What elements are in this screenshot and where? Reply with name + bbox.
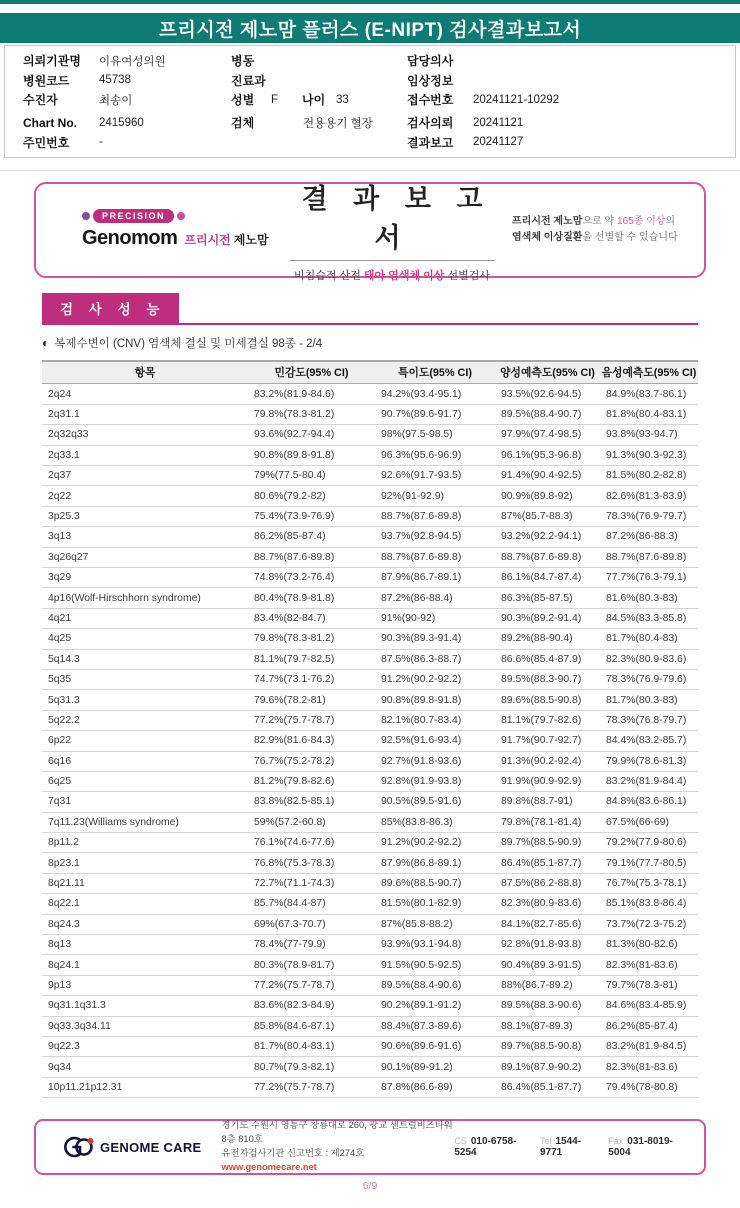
field-value-age: 33	[336, 93, 349, 106]
row-value: 79.6%(78.2-81)	[248, 690, 375, 710]
field-label-chart-no: Chart No.	[23, 115, 77, 130]
row-value: 85.1%(83.8-86.4)	[600, 894, 698, 914]
row-value: 79.9%(78.6-81.3)	[600, 751, 698, 771]
row-value: 91.5%(90.5-92.5)	[375, 955, 495, 975]
row-value: 76.7%(75.3-78.1)	[600, 873, 698, 893]
row-value: 74.7%(73.1-76.2)	[248, 669, 375, 689]
row-value: 96.3%(95.6-96.9)	[375, 445, 495, 465]
section-header	[42, 293, 698, 325]
row-value: 69%(67.3-70.7)	[248, 914, 375, 934]
row-value: 79.8%(78.3-81.2)	[248, 629, 375, 649]
row-item: 2q32q33	[42, 425, 248, 445]
row-item: 8q21.11	[42, 873, 248, 893]
row-item: 9q22.3	[42, 1036, 248, 1056]
row-item: 6q25	[42, 771, 248, 791]
table-row	[42, 1016, 698, 1036]
row-value: 84.4%(83.2-85.7)	[600, 731, 698, 751]
row-value: 80.3%(78.9-81.7)	[248, 955, 375, 975]
row-value: 83.4%(82-84.7)	[248, 608, 375, 628]
row-value: 91.7%(90.7-92.7)	[495, 731, 600, 751]
row-value: 77.2%(75.7-78.7)	[248, 1077, 375, 1097]
row-item: 8p23.1	[42, 853, 248, 873]
row-value: 84.8%(83.6-86.1)	[600, 792, 698, 812]
row-value: 80.6%(79.2-82)	[248, 486, 375, 506]
row-value: 79.8%(78.3-81.2)	[248, 404, 375, 424]
row-value: 89.6%(88.5-90.7)	[375, 873, 495, 893]
half-circle-icon: ◐	[42, 335, 50, 350]
field-value-request-date: 20241121	[473, 116, 524, 129]
row-value: 79%(77.5-80.4)	[248, 466, 375, 486]
field-value-receipt-no: 20241121-10292	[473, 93, 560, 106]
row-value: 78.3%(76.8-79.7)	[600, 710, 698, 730]
table-row	[42, 1036, 698, 1056]
row-value: 80.4%(78.9-81.8)	[248, 588, 375, 608]
row-value: 89.5%(88.4-90.6)	[375, 975, 495, 995]
row-item: 3q26q27	[42, 547, 248, 567]
fax-label: Fax	[608, 1136, 624, 1146]
row-value: 89.7%(88.5-90.8)	[495, 1036, 600, 1056]
row-value: 80.7%(79.3-82.1)	[248, 1057, 375, 1077]
row-value: 89.5%(88.3-90.7)	[495, 669, 600, 689]
row-value: 81.8%(80.4-83.1)	[600, 404, 698, 424]
row-value: 90.8%(89.8-91.8)	[248, 445, 375, 465]
field-value-requesting-org: 이유여성의원	[99, 55, 166, 68]
row-value: 72.7%(71.1-74.3)	[248, 873, 375, 893]
table-row	[42, 996, 698, 1016]
table-row	[42, 425, 698, 445]
row-value: 86.2%(85-87.4)	[248, 527, 375, 547]
col-header-sensitivity: 민감도(95% CI)	[248, 361, 375, 384]
table-row	[42, 853, 698, 873]
row-value: 78.4%(77-79.9)	[248, 935, 375, 955]
row-value: 76.8%(75.3-78.3)	[248, 853, 375, 873]
row-value: 97.9%(97.4-98.5)	[495, 425, 600, 445]
precision-badge: PRECISION	[93, 209, 174, 223]
row-item: 10p11.21p12.31	[42, 1077, 248, 1097]
row-value: 82.3%(81-83.6)	[600, 955, 698, 975]
row-value: 67.5%(66-69)	[600, 812, 698, 832]
footer-address: 경기도 수원시 영통구 창룡대로 260, 광교 센트럴비즈타워 8층 810호	[221, 1120, 453, 1145]
table-row	[42, 935, 698, 955]
logo-dot-right-icon	[177, 212, 185, 220]
row-item: 5q22.2	[42, 710, 248, 730]
row-value: 85.7%(84.4-87)	[248, 894, 375, 914]
col-header-ppv: 양성예측도(95% CI)	[495, 361, 600, 384]
row-item: 6p22	[42, 731, 248, 751]
row-item: 3p25.3	[42, 506, 248, 526]
section-divider	[0, 170, 740, 171]
row-item: 4q25	[42, 629, 248, 649]
row-value: 83.8%(82.5-85.1)	[248, 792, 375, 812]
field-label-resident-no: 주민번호	[23, 135, 70, 150]
table-row	[42, 731, 698, 751]
field-label-specimen: 검체	[231, 116, 255, 131]
table-row	[42, 975, 698, 995]
result-report-banner	[34, 182, 706, 282]
field-label-ward: 병동	[231, 54, 255, 69]
row-value: 76.1%(74.6-77.6)	[248, 833, 375, 853]
table-row	[42, 690, 698, 710]
title-underline	[290, 260, 495, 261]
row-item: 3q13	[42, 527, 248, 547]
row-value: 79.4%(78-80.8)	[600, 1077, 698, 1097]
table-row	[42, 894, 698, 914]
row-value: 90.2%(89.1-91.2)	[375, 996, 495, 1016]
banner-note: 프리시전 제노맘으로 약 165종 이상의 염색체 이상질환을 선별할 수 있습니다	[512, 216, 678, 243]
row-value: 89.1%(87.9-90.2)	[495, 1057, 600, 1077]
row-value: 82.3%(80.9-83.6)	[600, 649, 698, 669]
fax-number: 031-8019-5004	[608, 1136, 673, 1158]
patient-info-box	[4, 45, 736, 158]
row-value: 89.8%(88.7-91)	[495, 792, 600, 812]
row-value: 89.2%(88-90.4)	[495, 629, 600, 649]
tel-label: Tel	[539, 1136, 552, 1146]
row-value: 84.1%(82.7-85.6)	[495, 914, 600, 934]
col-header-npv: 음성예측도(95% CI)	[600, 361, 698, 384]
row-value: 98%(97.5-98.5)	[375, 425, 495, 445]
row-value: 87.5%(86.3-88.7)	[375, 649, 495, 669]
row-value: 77.2%(75.7-78.7)	[248, 710, 375, 730]
row-value: 87.8%(86.6-89)	[375, 1077, 495, 1097]
table-row	[42, 1077, 698, 1097]
row-value: 82.6%(81.3-83.9)	[600, 486, 698, 506]
row-item: 8q13	[42, 935, 248, 955]
field-label-gender: 성별	[231, 93, 255, 108]
table-row	[42, 629, 698, 649]
row-value: 83.2%(81.9-84.6)	[248, 384, 375, 404]
row-value: 79.1%(77.7-80.5)	[600, 853, 698, 873]
table-row	[42, 608, 698, 628]
table-row	[42, 588, 698, 608]
row-value: 81.6%(80.3-83)	[600, 588, 698, 608]
field-label-report-date: 결과보고	[407, 135, 454, 150]
row-value: 91.2%(90.2-92.2)	[375, 833, 495, 853]
row-value: 90.3%(89.3-91.4)	[375, 629, 495, 649]
row-item: 6q16	[42, 751, 248, 771]
row-value: 86.2%(85-87.4)	[600, 1016, 698, 1036]
row-value: 91%(90-92)	[375, 608, 495, 628]
field-value-hospital-code: 45738	[99, 74, 131, 87]
row-value: 86.4%(85.1-87.7)	[495, 1077, 600, 1097]
report-title-bar	[0, 13, 740, 43]
row-value: 81.3%(80-82.6)	[600, 935, 698, 955]
patient-info-col-3	[407, 51, 717, 152]
table-caption-text: 복제수변이 (CNV) 염색체 결실 및 미세결실 98종 - 2/4	[54, 337, 323, 350]
row-value: 87.9%(86.8-89.1)	[375, 853, 495, 873]
row-value: 90.9%(89.8-92)	[495, 486, 600, 506]
cs-number: 010-6758-5254	[454, 1136, 517, 1158]
row-value: 89.5%(88.3-90.6)	[495, 996, 600, 1016]
row-value: 82.9%(81.6-84.3)	[248, 731, 375, 751]
row-value: 81.5%(80.2-82.8)	[600, 466, 698, 486]
row-value: 88.7%(87.6-89.8)	[495, 547, 600, 567]
table-row	[42, 506, 698, 526]
row-value: 93.8%(93-94.7)	[600, 425, 698, 445]
field-value-specimen: 전용용기 혈장	[303, 117, 373, 130]
footer-license: 유전자검사기관 신고번호 : 제274호	[221, 1148, 365, 1158]
row-value: 87.2%(86-88.3)	[600, 527, 698, 547]
field-value-gender: F	[271, 93, 279, 106]
row-value: 94.2%(93.4-95.1)	[375, 384, 495, 404]
col-header-specificity: 특이도(95% CI)	[375, 361, 495, 384]
logo-dot-left-icon	[82, 212, 90, 220]
row-value: 91.9%(90.9-92.9)	[495, 771, 600, 791]
row-value: 77.7%(76.3-79.1)	[600, 567, 698, 587]
row-value: 91.2%(90.2-92.2)	[375, 669, 495, 689]
row-value: 77.2%(75.7-78.7)	[248, 975, 375, 995]
row-item: 9q34	[42, 1057, 248, 1077]
genome-care-logo	[60, 1134, 202, 1160]
row-item: 9q31.1q31.3	[42, 996, 248, 1016]
row-value: 87.9%(86.7-89.1)	[375, 567, 495, 587]
footer-contacts	[454, 1136, 680, 1158]
result-report-subtitle: 비침습적 산전 태아 염색체 이상 선별검사	[294, 269, 490, 282]
row-value: 88.7%(87.6-89.8)	[375, 506, 495, 526]
field-label-receipt-no: 접수번호	[407, 93, 454, 108]
row-value: 89.5%(88.4-90.7)	[495, 404, 600, 424]
page-title: 프리시전 제노맘 플러스 (E-NIPT) 검사결과보고서	[158, 19, 582, 41]
table-row	[42, 771, 698, 791]
genome-care-logo-icon	[60, 1134, 94, 1160]
table-row	[42, 547, 698, 567]
field-label-requesting-org: 의뢰기관명	[23, 54, 81, 69]
row-value: 81.5%(80.1-82.9)	[375, 894, 495, 914]
table-row	[42, 751, 698, 771]
row-value: 87%(85.7-88.3)	[495, 506, 600, 526]
row-value: 82.3%(81-83.6)	[600, 1057, 698, 1077]
result-report-title: 결 과 보 고 서	[301, 183, 492, 253]
row-value: 88.4%(87.3-89.6)	[375, 1016, 495, 1036]
row-value: 91.4%(90.4-92.5)	[495, 466, 600, 486]
row-value: 84.6%(83.4-85.9)	[600, 996, 698, 1016]
row-item: 8q24.1	[42, 955, 248, 975]
row-value: 81.7%(80.4-83.1)	[248, 1036, 375, 1056]
field-value-chart-no: 2415960	[99, 116, 144, 129]
row-item: 2q22	[42, 486, 248, 506]
row-value: 78.3%(76.9-79.7)	[600, 506, 698, 526]
footer	[34, 1119, 706, 1175]
patient-info-col-1	[23, 51, 231, 152]
row-value: 84.9%(83.7-86.1)	[600, 384, 698, 404]
table-row	[42, 649, 698, 669]
row-value: 92.7%(91.8-93.6)	[375, 751, 495, 771]
row-value: 74.8%(73.2-76.4)	[248, 567, 375, 587]
row-item: 8q24.3	[42, 914, 248, 934]
row-value: 96.1%(95.3-96.8)	[495, 445, 600, 465]
field-label-clinical-info: 임상정보	[407, 73, 454, 88]
row-value: 88%(86.7-89.2)	[495, 975, 600, 995]
row-item: 2q31.1	[42, 404, 248, 424]
row-value: 88.7%(87.6-89.8)	[375, 547, 495, 567]
field-label-request-date: 검사의뢰	[407, 116, 454, 131]
row-value: 93.7%(92.8-94.5)	[375, 527, 495, 547]
row-value: 92.8%(91.8-93.8)	[495, 935, 600, 955]
row-value: 59%(57.2-60.8)	[248, 812, 375, 832]
row-value: 90.7%(89.6-91.7)	[375, 404, 495, 424]
row-value: 85.8%(84.6-87.1)	[248, 1016, 375, 1036]
field-label-hospital-code: 병원코드	[23, 73, 70, 88]
row-value: 83.6%(82.3-84.9)	[248, 996, 375, 1016]
row-value: 81.2%(79.8-82.6)	[248, 771, 375, 791]
row-item: 8q22.1	[42, 894, 248, 914]
row-value: 76.7%(75.2-78.2)	[248, 751, 375, 771]
row-value: 86.4%(85.1-87.7)	[495, 853, 600, 873]
table-row	[42, 1057, 698, 1077]
table-caption	[42, 335, 698, 351]
row-value: 92%(91-92.9)	[375, 486, 495, 506]
row-value: 92.8%(91.9-93.8)	[375, 771, 495, 791]
row-item: 5q35	[42, 669, 248, 689]
performance-table	[42, 360, 698, 1098]
row-value: 81.1%(79.7-82.6)	[495, 710, 600, 730]
row-value: 87.2%(86-88.4)	[375, 588, 495, 608]
row-value: 90.8%(89.8-91.8)	[375, 690, 495, 710]
table-row	[42, 466, 698, 486]
row-value: 82.3%(80.9-83.6)	[495, 894, 600, 914]
row-item: 2q37	[42, 466, 248, 486]
field-value-report-date: 20241127	[473, 136, 524, 149]
row-value: 90.3%(89.2-91.4)	[495, 608, 600, 628]
field-label-age: 나이	[302, 93, 326, 108]
row-item: 4p16(Wolf-Hirschhorn syndrome)	[42, 588, 248, 608]
tel-number: 1544-9771	[539, 1136, 582, 1158]
table-row	[42, 833, 698, 853]
row-value: 93.2%(92.2-94.1)	[495, 527, 600, 547]
row-value: 91.3%(90.3-92.3)	[600, 445, 698, 465]
row-value: 87.5%(86.2-88.8)	[495, 873, 600, 893]
row-value: 82.1%(80.7-83.4)	[375, 710, 495, 730]
field-value-resident-no: -	[99, 136, 103, 149]
table-row	[42, 486, 698, 506]
row-item: 9q33.3q34.11	[42, 1016, 248, 1036]
table-row	[42, 567, 698, 587]
footer-website-link[interactable]: www.genomecare.net	[221, 1161, 317, 1172]
brand-name: Genomom	[82, 227, 178, 250]
table-header-row	[42, 361, 698, 384]
row-value: 86.3%(85-87.5)	[495, 588, 600, 608]
brand-name-korean: 프리시전 제노맘	[184, 233, 269, 248]
row-value: 86.1%(84.7-87.4)	[495, 567, 600, 587]
row-value: 90.5%(89.5-91.6)	[375, 792, 495, 812]
table-row	[42, 710, 698, 730]
field-label-patient: 수진자	[23, 93, 58, 108]
row-value: 83.2%(81.9-84.4)	[600, 771, 698, 791]
row-value: 81.7%(80.3-83)	[600, 690, 698, 710]
row-value: 90.4%(89.3-91.5)	[495, 955, 600, 975]
row-value: 86.6%(85.4-87.9)	[495, 649, 600, 669]
row-value: 79.7%(78.3-81)	[600, 975, 698, 995]
row-item: 8p11.2	[42, 833, 248, 853]
footer-address-block	[222, 1119, 455, 1175]
row-value: 79.2%(77.9-80.6)	[600, 833, 698, 853]
field-label-department: 진료과	[231, 73, 266, 88]
row-value: 90.6%(89.6-91.6)	[375, 1036, 495, 1056]
field-label-doctor: 담당의사	[407, 54, 454, 69]
row-value: 78.3%(76.9-79.6)	[600, 669, 698, 689]
table-row	[42, 404, 698, 424]
cs-label: CS	[454, 1136, 467, 1146]
row-value: 88.7%(87.6-89.8)	[248, 547, 375, 567]
row-item: 3q29	[42, 567, 248, 587]
table-row	[42, 527, 698, 547]
row-value: 92.6%(91.7-93.5)	[375, 466, 495, 486]
row-item: 5q31.3	[42, 690, 248, 710]
row-value: 91.3%(90.2-92.4)	[495, 751, 600, 771]
row-value: 73.7%(72.3-75.2)	[600, 914, 698, 934]
row-value: 89.7%(88.5-90.9)	[495, 833, 600, 853]
row-value: 89.6%(88.5-90.8)	[495, 690, 600, 710]
row-value: 75.4%(73.9-76.9)	[248, 506, 375, 526]
row-value: 93.9%(93.1-94.8)	[375, 935, 495, 955]
col-header-item: 항목	[42, 361, 248, 384]
genomom-logo	[82, 209, 272, 250]
row-value: 83.2%(81.9-84.5)	[600, 1036, 698, 1056]
row-value: 92.5%(91.6-93.4)	[375, 731, 495, 751]
table-row	[42, 812, 698, 832]
table-row	[42, 792, 698, 812]
row-item: 7q11.23(Williams syndrome)	[42, 812, 248, 832]
row-item: 7q31	[42, 792, 248, 812]
table-row	[42, 914, 698, 934]
row-value: 93.5%(92.6-94.5)	[495, 384, 600, 404]
row-value: 93.6%(92.7-94.4)	[248, 425, 375, 445]
genome-care-logo-text: GENOME CARE	[100, 1139, 202, 1155]
row-value: 84.5%(83.3-85.8)	[600, 608, 698, 628]
section-title: 검 사 성 능	[42, 293, 179, 323]
row-value: 88.7%(87.6-89.8)	[600, 547, 698, 567]
field-value-patient: 최송이	[99, 94, 133, 107]
row-value: 88.1%(87-89.3)	[495, 1016, 600, 1036]
page-number: 6/9	[362, 1180, 378, 1192]
row-value: 87%(85.8-88.2)	[375, 914, 495, 934]
row-item: 2q33.1	[42, 445, 248, 465]
row-value: 81.1%(79.7-82.5)	[248, 649, 375, 669]
top-accent-strip	[0, 0, 740, 4]
banner-center	[272, 177, 512, 283]
table-row	[42, 384, 698, 404]
row-value: 81.7%(80.4-83)	[600, 629, 698, 649]
row-item: 5q14.3	[42, 649, 248, 669]
row-item: 9p13	[42, 975, 248, 995]
row-value: 79.8%(78.1-81.4)	[495, 812, 600, 832]
row-value: 85%(83.8-86.3)	[375, 812, 495, 832]
row-item: 4q21	[42, 608, 248, 628]
table-row	[42, 669, 698, 689]
patient-info-col-2	[231, 51, 407, 152]
table-row	[42, 955, 698, 975]
row-value: 90.1%(89-91.2)	[375, 1057, 495, 1077]
table-row	[42, 873, 698, 893]
table-row	[42, 445, 698, 465]
row-item: 2q24	[42, 384, 248, 404]
